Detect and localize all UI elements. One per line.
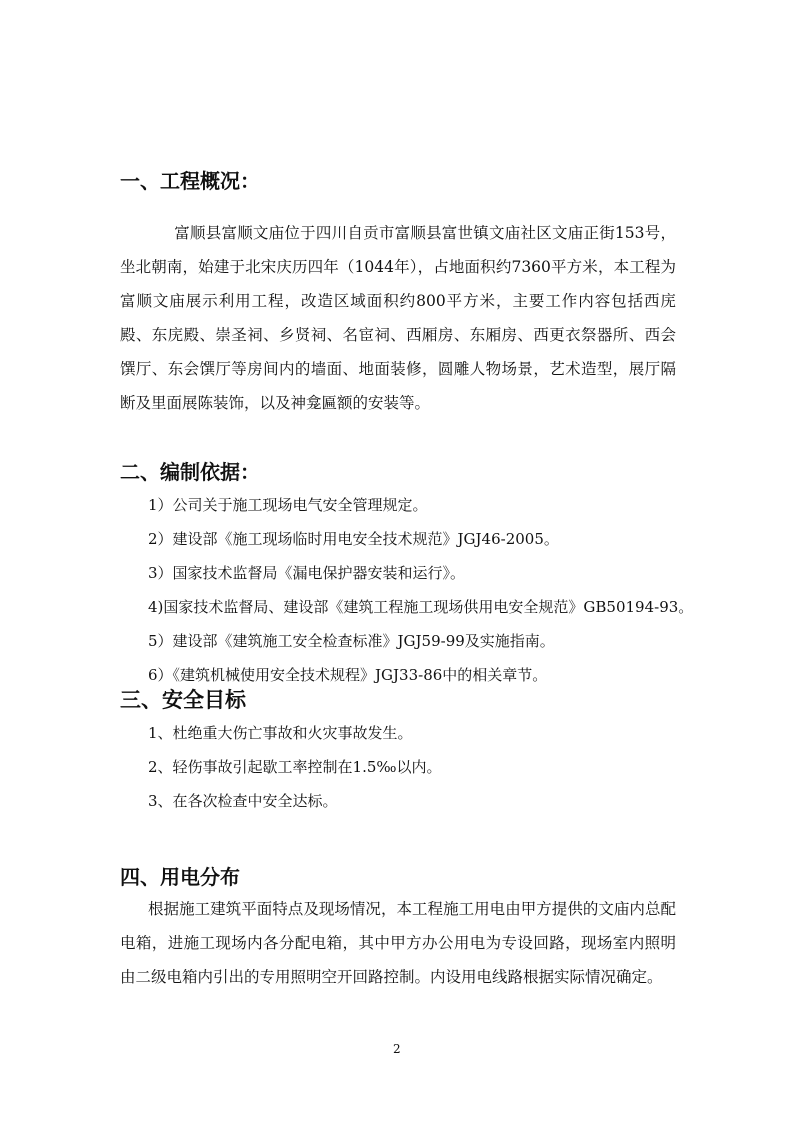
basis-item: 6）《建筑机械使用安全技术规程》JGJ33-86中的相关章节。 [148,666,548,684]
section-heading-safety-goals: 三、安全目标 [120,688,246,712]
basis-item: 1）公司关于施工现场电气安全管理规定。 [148,496,428,514]
power-distribution-text: 根据施工建筑平面特点及现场情况，本工程施工用电由甲方提供的文庙内总配电箱，进施工现场内各分配电箱，其中甲方办公用电为专设回路，现场室内照明由二级电箱内引出的专用照明空开回路控制。内设用电线路根据实际情况确定。 [120,900,676,986]
section-heading-overview: 一、工程概况： [120,169,260,193]
basis-item: 4)国家技术监督局、建设部《建筑工程施工现场供用电安全规范》GB50194-93。 [148,598,694,616]
page-number: 2 [393,1042,401,1056]
basis-item: 3）国家技术监督局《漏电保护器安装和运行》。 [148,564,466,582]
power-distribution-paragraph [120,892,676,994]
basis-item: 2）建设部《施工现场临时用电安全技术规范》JGJ46-2005。 [148,530,559,548]
section-heading-basis: 二、编制依据： [120,460,260,484]
basis-item: 5）建设部《建筑施工安全检查标准》JGJ59-99及实施指南。 [148,632,555,650]
safety-goal-item: 1、杜绝重大伤亡事故和火灾事故发生。 [148,724,413,742]
safety-goal-item: 3、在各次检查中安全达标。 [148,792,338,810]
overview-paragraph [120,216,676,420]
section-heading-power-distribution: 四、用电分布 [120,865,240,889]
overview-text: 富顺县富顺文庙位于四川自贡市富顺县富世镇文庙社区文庙正街153号，坐北朝南，始建于北宋庆历四年（1044年），占地面积约7360平方米，本工程为富顺文庙展示利用工程，改造区域面积约800平方米，主要工作内容包括西庑殿、东庑殿、崇圣祠、乡贤祠、名宦祠、西厢房、东厢房、西更衣祭器所、西会馔厅、东会馔厅等房间内的墙面、地面装修，圆雕人物场景，艺术造型，展厅隔断及里面展陈装饰，以及神龛匾额的安装等。 [120,224,676,412]
safety-goal-item: 2、轻伤事故引起歇工率控制在1.5‰以内。 [148,758,442,776]
